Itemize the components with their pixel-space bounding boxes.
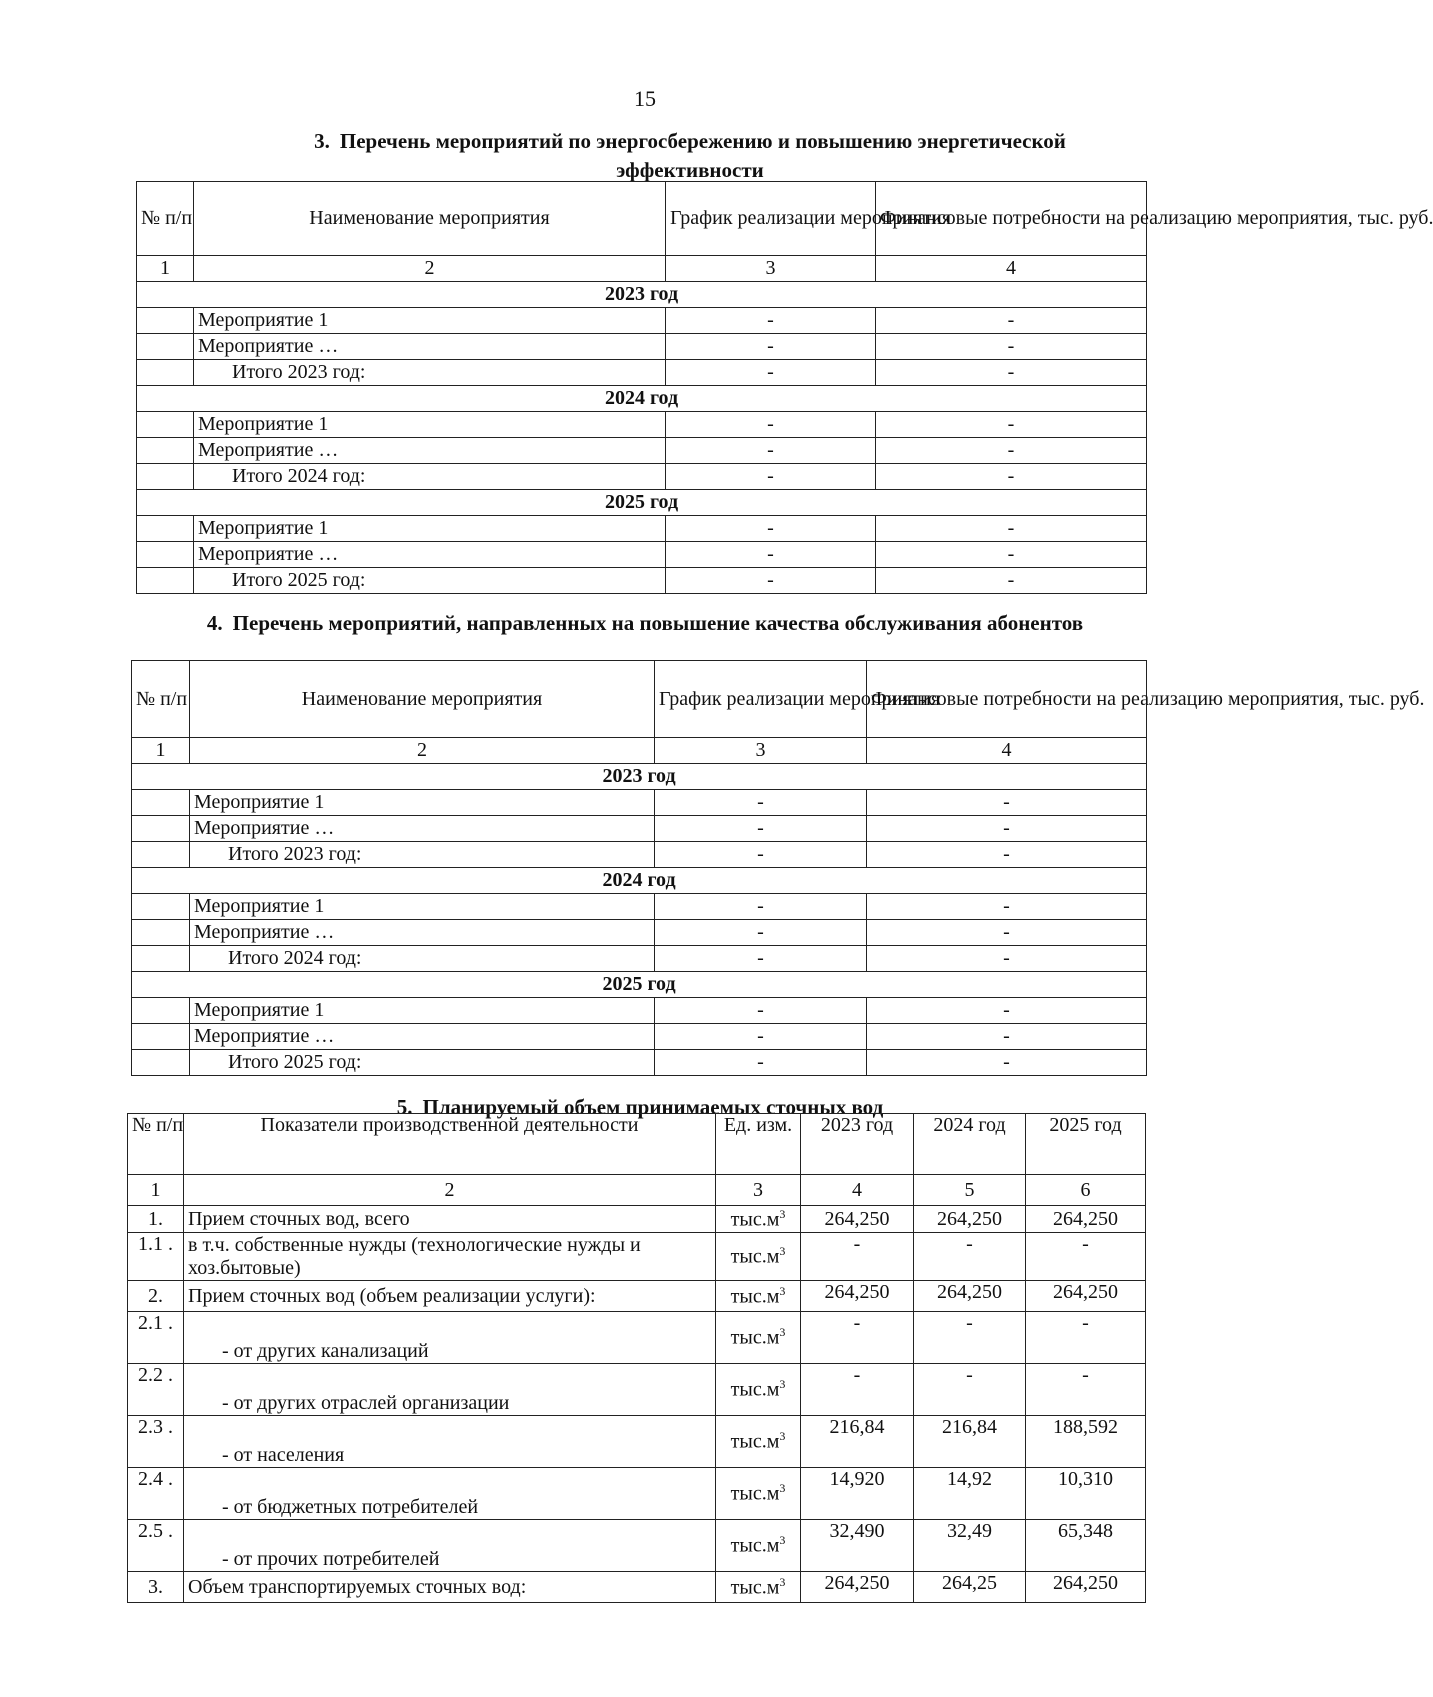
unit-base: тыс.м	[730, 1534, 780, 1557]
schedule-value: -	[655, 1024, 867, 1050]
table-row	[132, 894, 1147, 920]
total-label: Итого 2023 год:	[194, 360, 666, 386]
value-2023: 216,84	[801, 1416, 914, 1468]
unit-base: тыс.м	[730, 1285, 780, 1308]
header-indicator: Показатели производственной деятельности	[184, 1114, 716, 1175]
value-2024: 14,92	[914, 1468, 1026, 1520]
table-row	[137, 542, 1147, 568]
col-number: 3	[655, 738, 867, 764]
table-row	[128, 1281, 1146, 1312]
unit-cell	[716, 1520, 801, 1572]
value-2025: 264,250	[1026, 1206, 1146, 1233]
unit-sup: 3	[779, 1206, 786, 1221]
unit-cell	[716, 1281, 801, 1312]
event-name: Мероприятие …	[194, 542, 666, 568]
finance-value: -	[867, 998, 1147, 1024]
value-2023: 14,920	[801, 1468, 914, 1520]
value-2024: -	[914, 1364, 1026, 1416]
total-label: Итого 2024 год:	[194, 464, 666, 490]
value-2024: 216,84	[914, 1416, 1026, 1468]
finance-value: -	[867, 816, 1147, 842]
schedule-value: -	[655, 894, 867, 920]
value-2025: 264,250	[1026, 1281, 1146, 1312]
table-row	[128, 1364, 1146, 1416]
finance-value: -	[876, 542, 1147, 568]
value-2024: 264,250	[914, 1281, 1026, 1312]
finance-value: -	[876, 334, 1147, 360]
finance-value: -	[867, 790, 1147, 816]
header-2025: 2025 год	[1026, 1114, 1146, 1175]
finance-value: -	[876, 438, 1147, 464]
value-2024: 264,250	[914, 1206, 1026, 1233]
unit-sup: 3	[779, 1429, 786, 1444]
header-name: Наименование мероприятия	[190, 661, 655, 738]
page-number: 15	[634, 86, 656, 111]
finance-value: -	[876, 360, 1147, 386]
year-header: 2024 год	[137, 386, 1147, 412]
value-2023: -	[801, 1233, 914, 1281]
year-header: 2023 год	[132, 764, 1147, 790]
total-label: Итого 2025 год:	[194, 568, 666, 594]
header-num: № п/п	[128, 1114, 184, 1175]
unit-sup: 3	[779, 1325, 786, 1340]
col-number: 4	[867, 738, 1147, 764]
finance-value: -	[876, 516, 1147, 542]
unit-sup: 3	[779, 1244, 786, 1259]
table-row	[132, 998, 1147, 1024]
indicator-name: - от населения	[184, 1416, 716, 1468]
event-name: Мероприятие 1	[194, 412, 666, 438]
finance-value: -	[867, 1024, 1147, 1050]
col-number: 6	[1026, 1175, 1146, 1206]
header-schedule: График реализации мероприятия	[666, 182, 876, 256]
unit-base: тыс.м	[730, 1326, 780, 1349]
energy-saving-table	[136, 181, 1433, 594]
finance-value: -	[876, 412, 1147, 438]
schedule-value: -	[666, 542, 876, 568]
table-row	[137, 334, 1147, 360]
section-5-number: 5.	[396, 1095, 413, 1119]
header-finance: Финансовые потребности на реализацию мероприятия, тыс. руб.	[867, 661, 1147, 738]
table-row	[128, 1206, 1146, 1233]
year-header: 2024 год	[132, 868, 1147, 894]
total-row	[132, 946, 1147, 972]
value-2024: -	[914, 1233, 1026, 1281]
schedule-value: -	[655, 946, 867, 972]
value-2025: -	[1026, 1364, 1146, 1416]
total-label: Итого 2023 год:	[190, 842, 655, 868]
header-schedule: График реализации мероприятия	[655, 661, 867, 738]
total-label: Итого 2024 год:	[190, 946, 655, 972]
finance-value: -	[876, 308, 1147, 334]
section-5-title-text: Планируемый объем принимаемых сточных вод	[422, 1095, 884, 1119]
col-number: 1	[128, 1175, 184, 1206]
table-row	[132, 920, 1147, 946]
event-name: Мероприятие …	[190, 816, 655, 842]
unit-base: тыс.м	[730, 1430, 780, 1453]
schedule-value: -	[666, 412, 876, 438]
table-row	[137, 516, 1147, 542]
table-row	[137, 438, 1147, 464]
table-row	[137, 412, 1147, 438]
col-number: 3	[716, 1175, 801, 1206]
section-4-title-text: Перечень мероприятий, направленных на повышение качества обслуживания абонентов	[232, 611, 1084, 635]
unit-sup: 3	[779, 1377, 786, 1392]
header-name: Наименование мероприятия	[194, 182, 666, 256]
table-row	[128, 1572, 1146, 1603]
schedule-value: -	[655, 842, 867, 868]
value-2025: -	[1026, 1233, 1146, 1281]
value-2024: 32,49	[914, 1520, 1026, 1572]
col-number: 2	[184, 1175, 716, 1206]
col-number: 4	[801, 1175, 914, 1206]
row-num: 1.1 .	[128, 1233, 184, 1281]
col-number: 1	[137, 256, 194, 282]
unit-sup: 3	[779, 1574, 786, 1589]
finance-value: -	[867, 946, 1147, 972]
finance-value: -	[867, 842, 1147, 868]
schedule-value: -	[666, 464, 876, 490]
unit-base: тыс.м	[730, 1208, 780, 1231]
table-row	[132, 1024, 1147, 1050]
event-name: Мероприятие 1	[194, 516, 666, 542]
wastewater-volume-table	[127, 1113, 1146, 1603]
value-2023: -	[801, 1312, 914, 1364]
indicator-name: Объем транспортируемых сточных вод:	[184, 1572, 716, 1603]
col-number: 4	[876, 256, 1147, 282]
schedule-value: -	[666, 308, 876, 334]
header-num: № п/п	[137, 182, 194, 256]
event-name: Мероприятие …	[194, 334, 666, 360]
year-header: 2025 год	[137, 490, 1147, 516]
value-2025: 188,592	[1026, 1416, 1146, 1468]
table-row	[128, 1520, 1146, 1572]
indicator-name: - от других отраслей организации	[184, 1364, 716, 1416]
event-name: Мероприятие 1	[194, 308, 666, 334]
table-row	[128, 1233, 1146, 1281]
value-2023: -	[801, 1364, 914, 1416]
year-header: 2025 год	[132, 972, 1147, 998]
value-2024: 264,25	[914, 1572, 1026, 1603]
total-row	[137, 464, 1147, 490]
value-2025: 65,348	[1026, 1520, 1146, 1572]
header-finance: Финансовые потребности на реализацию мероприятия, тыс. руб.	[876, 182, 1147, 256]
row-num: 2.2 .	[128, 1364, 184, 1416]
finance-value: -	[876, 464, 1147, 490]
unit-sup: 3	[779, 1533, 786, 1548]
unit-base: тыс.м	[730, 1378, 780, 1401]
year-header: 2023 год	[137, 282, 1147, 308]
table-row	[132, 790, 1147, 816]
col-number: 2	[194, 256, 666, 282]
total-row	[137, 568, 1147, 594]
row-num: 2.	[128, 1281, 184, 1312]
unit-cell	[716, 1233, 801, 1281]
value-2025: 10,310	[1026, 1468, 1146, 1520]
event-name: Мероприятие 1	[190, 998, 655, 1024]
col-number: 1	[132, 738, 190, 764]
table-row	[128, 1416, 1146, 1468]
indicator-name: Прием сточных вод (объем реализации услуги):	[184, 1281, 716, 1312]
row-num: 3.	[128, 1572, 184, 1603]
schedule-value: -	[666, 516, 876, 542]
table-row	[128, 1312, 1146, 1364]
section-4-number: 4.	[206, 611, 223, 635]
unit-base: тыс.м	[730, 1245, 780, 1268]
finance-value: -	[867, 920, 1147, 946]
total-row	[132, 842, 1147, 868]
col-number: 5	[914, 1175, 1026, 1206]
finance-value: -	[867, 1050, 1147, 1076]
unit-base: тыс.м	[730, 1482, 780, 1505]
finance-value: -	[867, 894, 1147, 920]
table-row	[137, 308, 1147, 334]
indicator-name: - от других канализаций	[184, 1312, 716, 1364]
total-row	[137, 360, 1147, 386]
finance-value: -	[876, 568, 1147, 594]
row-num: 2.5 .	[128, 1520, 184, 1572]
header-unit: Ед. изм.	[716, 1114, 801, 1175]
value-2023: 264,250	[801, 1572, 914, 1603]
table-row	[132, 816, 1147, 842]
section-3-number: 3.	[314, 129, 330, 153]
value-2024: -	[914, 1312, 1026, 1364]
header-2024: 2024 год	[914, 1114, 1026, 1175]
value-2023: 264,250	[801, 1281, 914, 1312]
row-num: 2.3 .	[128, 1416, 184, 1468]
value-2025: -	[1026, 1312, 1146, 1364]
unit-cell	[716, 1416, 801, 1468]
unit-base: тыс.м	[730, 1576, 780, 1599]
schedule-value: -	[666, 334, 876, 360]
event-name: Мероприятие 1	[190, 790, 655, 816]
event-name: Мероприятие …	[194, 438, 666, 464]
value-2023: 32,490	[801, 1520, 914, 1572]
indicator-name: Прием сточных вод, всего	[184, 1206, 716, 1233]
unit-cell	[716, 1312, 801, 1364]
unit-cell	[716, 1468, 801, 1520]
value-2023: 264,250	[801, 1206, 914, 1233]
unit-cell	[716, 1364, 801, 1416]
row-num: 2.1 .	[128, 1312, 184, 1364]
indicator-name: - от прочих потребителей	[184, 1520, 716, 1572]
header-num: № п/п	[132, 661, 190, 738]
section-4-title	[140, 609, 1150, 638]
event-name: Мероприятие …	[190, 1024, 655, 1050]
indicator-name: в т.ч. собственные нужды (технологические нужды и хоз.бытовые)	[184, 1233, 716, 1281]
unit-sup: 3	[779, 1481, 786, 1496]
col-number: 2	[190, 738, 655, 764]
unit-sup: 3	[779, 1283, 786, 1298]
header-2023: 2023 год	[801, 1114, 914, 1175]
service-quality-table	[131, 660, 1425, 1076]
event-name: Мероприятие 1	[190, 894, 655, 920]
unit-cell	[716, 1206, 801, 1233]
schedule-value: -	[666, 438, 876, 464]
indicator-name: - от бюджетных потребителей	[184, 1468, 716, 1520]
schedule-value: -	[655, 1050, 867, 1076]
row-num: 2.4 .	[128, 1468, 184, 1520]
schedule-value: -	[655, 790, 867, 816]
value-2025: 264,250	[1026, 1572, 1146, 1603]
col-number: 3	[666, 256, 876, 282]
schedule-value: -	[666, 568, 876, 594]
row-num: 1.	[128, 1206, 184, 1233]
event-name: Мероприятие …	[190, 920, 655, 946]
total-row	[132, 1050, 1147, 1076]
schedule-value: -	[655, 816, 867, 842]
total-label: Итого 2025 год:	[190, 1050, 655, 1076]
section-3-title	[250, 127, 1130, 185]
table-row	[128, 1468, 1146, 1520]
schedule-value: -	[666, 360, 876, 386]
section-3-title-text: Перечень мероприятий по энергосбережению и повышению энергетической эффективности	[339, 129, 1066, 182]
schedule-value: -	[655, 998, 867, 1024]
schedule-value: -	[655, 920, 867, 946]
unit-cell	[716, 1572, 801, 1603]
